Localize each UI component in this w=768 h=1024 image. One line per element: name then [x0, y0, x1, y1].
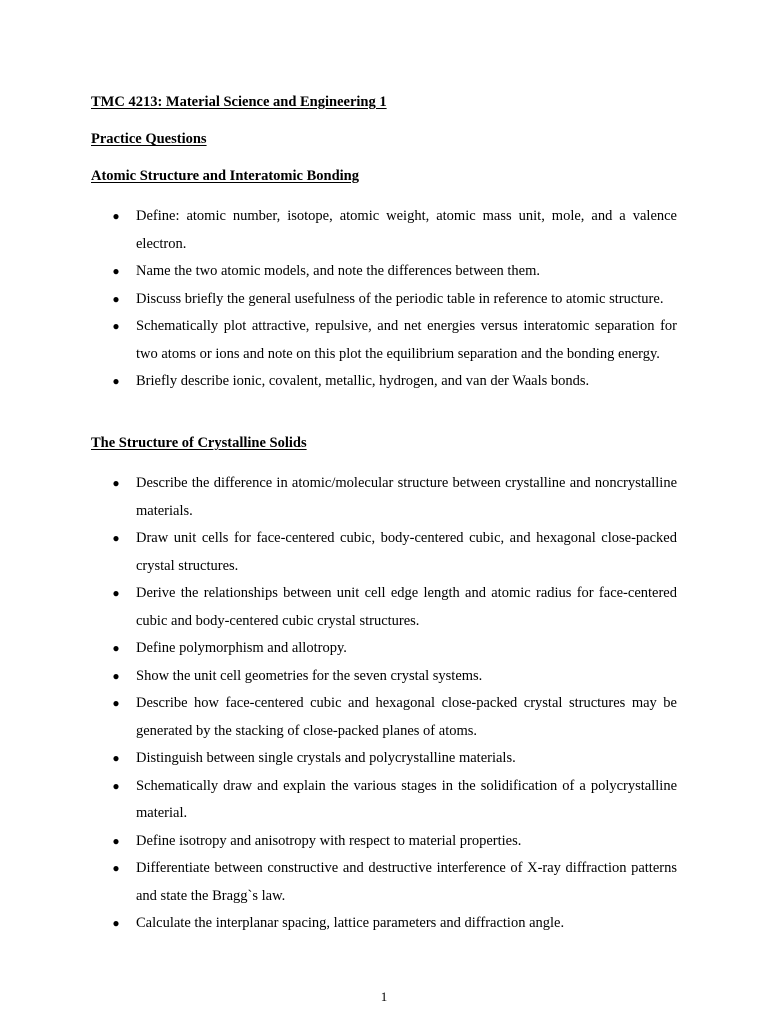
list-item [111, 855, 677, 910]
list-item [111, 258, 677, 286]
question-text: Schematically plot attractive, repulsive, and net energies versus interatomic separation for two atoms or ions and note on this plot the equilibrium separation and the bonding energy. [136, 318, 677, 362]
list-item [111, 690, 677, 745]
bullet-icon: ● [112, 778, 120, 793]
crystalline-solids-question-list [111, 470, 677, 938]
bullet-icon: ● [112, 586, 120, 600]
page-number: 1 [380, 989, 388, 1004]
bullet-icon: ● [112, 209, 120, 223]
list-item [111, 525, 677, 580]
list-item [111, 663, 677, 691]
section-title-crystalline-solids: The Structure of Crystalline Solids [91, 435, 307, 451]
question-text: Define: atomic number, isotope, atomic weight, atomic mass unit, mole, and a valence electron. [136, 208, 677, 252]
bullet-icon: ● [112, 751, 120, 765]
question-text: Calculate the interplanar spacing, lattice parameters and diffraction angle. [136, 915, 565, 931]
list-item [111, 203, 677, 258]
question-text: Name the two atomic models, and note the differences between them. [136, 263, 540, 279]
list-item [111, 580, 677, 635]
question-text: Derive the relationships between unit cell edge length and atomic radius for face-centered cubic and body-centered cubic crystal structures. [136, 585, 677, 629]
question-text: Draw unit cells for face-centered cubic, body-centered cubic, and hexagonal close-packed crystal structures. [136, 530, 677, 574]
bullet-icon: ● [112, 641, 120, 655]
question-text: Schematically draw and explain the various stages in the solidification of a polycrystalline material. [136, 777, 677, 821]
bullet-icon: ● [112, 916, 120, 930]
question-text: Briefly describe ionic, covalent, metallic, hydrogen, and van der Waals bonds. [136, 373, 590, 389]
bullet-icon: ● [112, 696, 120, 710]
bullet-icon: ● [112, 833, 120, 848]
bullet-icon: ● [112, 476, 120, 490]
bullet-icon: ● [112, 291, 120, 306]
question-text: Distinguish between single crystals and polycrystalline materials. [136, 750, 516, 766]
list-item [111, 313, 677, 368]
question-text: Show the unit cell geometries for the seven crystal systems. [136, 667, 483, 684]
list-item [111, 828, 677, 856]
list-item [111, 470, 677, 525]
section-title-atomic-structure: Atomic Structure and Interatomic Bonding [91, 168, 359, 184]
question-text: Define polymorphism and allotropy. [136, 640, 347, 656]
atomic-structure-question-list [111, 203, 677, 396]
bullet-icon: ● [112, 374, 120, 388]
list-item [111, 635, 677, 663]
question-text: Describe how face-centered cubic and hexagonal close-packed crystal structures may be generated by the stacking of close-packed planes of atoms. [136, 695, 677, 739]
question-text: Differentiate between constructive and destructive interference of X-ray diffraction patterns and state the Bragg`s law. [136, 860, 677, 904]
question-text: Define isotropy and anisotropy with respect to material properties. [136, 832, 522, 849]
list-item [111, 910, 677, 938]
bullet-icon: ● [112, 531, 120, 545]
bullet-icon: ● [112, 319, 120, 333]
list-item [111, 286, 677, 314]
bullet-icon: ● [112, 668, 120, 683]
bullet-icon: ● [112, 264, 120, 278]
list-item [111, 368, 677, 396]
bullet-icon: ● [112, 861, 120, 875]
list-item [111, 745, 677, 773]
question-text: Describe the difference in atomic/molecular structure between crystalline and noncrystalline materials. [136, 475, 677, 519]
list-item [111, 773, 677, 828]
course-title: TMC 4213: Material Science and Engineering 1 [91, 94, 387, 110]
question-text: Discuss briefly the general usefulness of the periodic table in reference to atomic structure. [136, 290, 664, 307]
practice-questions-title: Practice Questions [91, 131, 207, 147]
